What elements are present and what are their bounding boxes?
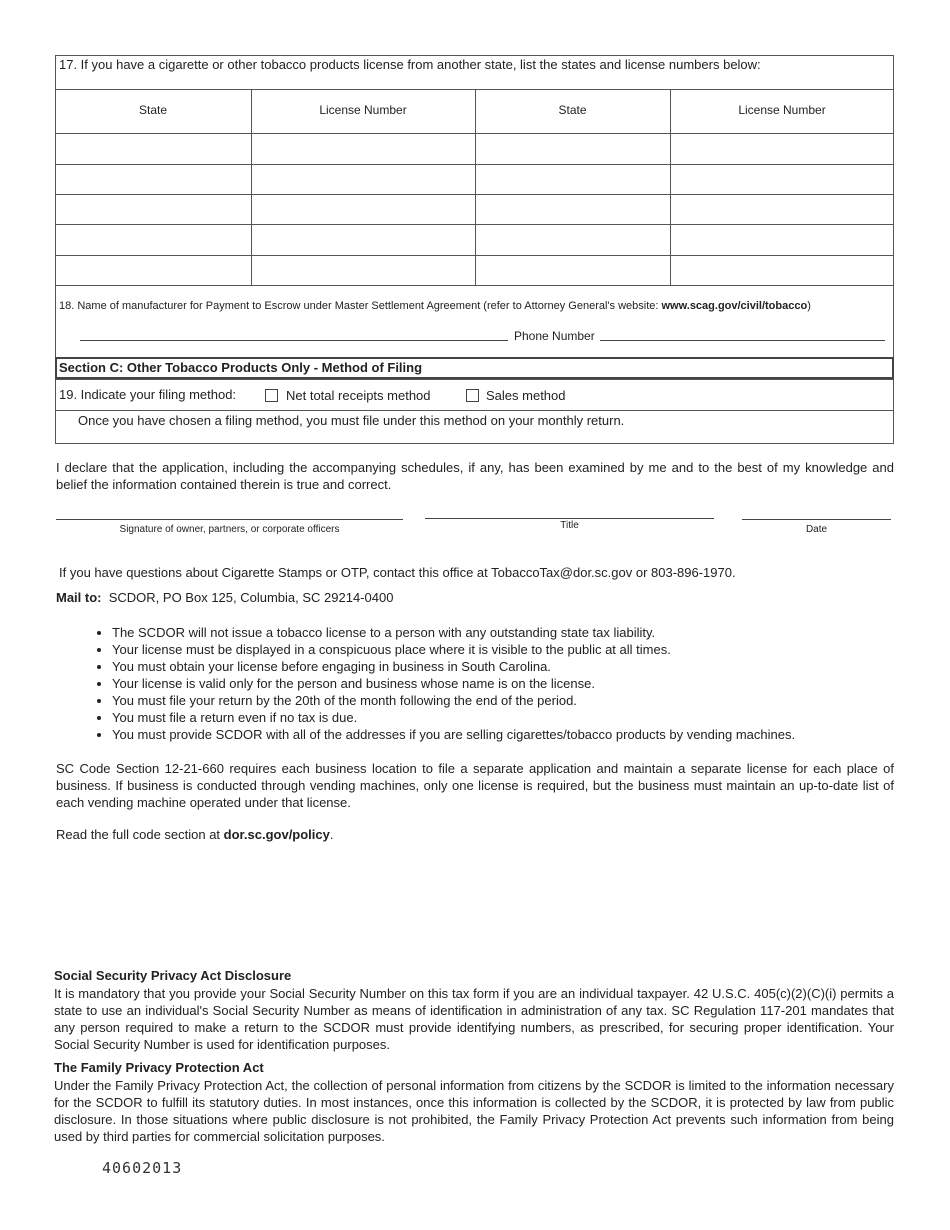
column-header-license-1: License Number: [319, 103, 407, 117]
q19-label: 19. Indicate your filing method:: [59, 387, 237, 402]
title-line[interactable]: [425, 518, 714, 519]
list-item: • You must file your return by the 20th of the month following the end of the period.: [112, 692, 795, 709]
sales-method-label: Sales method: [486, 388, 566, 403]
net-receipts-checkbox[interactable]: [265, 389, 278, 402]
privacy-title: Social Security Privacy Act Disclosure: [54, 968, 292, 983]
column-header-license-2: License Number: [738, 103, 826, 117]
column-header-state-2: State: [558, 103, 587, 117]
family-privacy-body: Under the Family Privacy Protection Act, the collection of personal information from citizens by the SCDOR is limited to the information necessary for the SCDOR to fulfill its statutory duties. In most instances, once this information is collected by the SCDOR, it is protected by law from public disclosure. In those situations where public disclosure is not prohibited, the Family Privacy Protection Act prevents such information from being used by third parties for commercial solicitation purposes.: [54, 1078, 894, 1144]
q18-title: 18. Name of manufacturer for Payment to Escrow under Master Settlement Agreement (refer to Attorney General's website: www.scag.gov/civil/tobacco): [59, 300, 811, 312]
list-item: • The SCDOR will not issue a tobacco license to a person with any outstanding state tax liability.: [112, 624, 795, 641]
privacy-body: It is mandatory that you provide your Social Security Number on this tax form if you are an individual taxpayer. 42 U.S.C. 405(c)(2)(C)(i) permits a state to use an individual's Social Security Number as means of identification in administration of any tax. SC Regulation 117-201 mandates that any person required to make a return to the SCDOR must provide identifying numbers, as prescribed, for securing proper identification. Your Social Security Number is used for identification purposes.: [54, 986, 894, 1052]
table-divider: [55, 285, 894, 286]
q17-title: 17. If you have a cigarette or other tobacco products license from another state, list the states and license numbers below:: [59, 57, 761, 72]
list-item: • You must obtain your license before engaging in business in South Carolina.: [112, 658, 795, 675]
list-item: • Your license is valid only for the person and business whose name is on the license.: [112, 675, 795, 692]
rules-list: [95, 624, 795, 743]
date-line[interactable]: [742, 519, 891, 520]
license-cells-col2[interactable]: [671, 134, 893, 284]
q19-note: Once you have chosen a filing method, you must file under this method on your monthly return.: [78, 413, 625, 428]
family-privacy-title: The Family Privacy Protection Act: [54, 1060, 264, 1075]
net-receipts-label: Net total receipts method: [286, 388, 431, 403]
owner-signature-label: Signature of owner, partners, or corporate officers: [119, 524, 340, 535]
declaration-text: I declare that the application, including the accompanying schedules, if any, has been examined by me and to the best of my knowledge and belief the information contained therein is true and correct.: [56, 460, 894, 492]
state-cells-col2[interactable]: [476, 134, 670, 284]
license-cells-col1[interactable]: [252, 134, 475, 284]
list-item: • You must provide SCDOR with all of the addresses if you are selling cigarettes/tobacco products by vending machines.: [112, 726, 795, 743]
mail-address: SCDOR, PO Box 125, Columbia, SC 29214-0400: [108, 590, 394, 605]
date-label: Date: [805, 524, 828, 535]
sales-method-checkbox[interactable]: [466, 389, 479, 402]
state-cells-col1[interactable]: [56, 134, 251, 284]
mail-to: [56, 590, 393, 605]
owner-signature-line[interactable]: [56, 519, 403, 520]
read-code-text: Read the full code section at dor.sc.gov/policy.: [56, 827, 334, 842]
list-item: • Your license must be displayed in a conspicuous place where it is visible to the public at all times.: [112, 641, 795, 658]
contact-text: If you have questions about Cigarette Stamps or OTP, contact this office at TobaccoTax@dor.sc.gov or 803-896-1970.: [59, 565, 736, 580]
policy-link[interactable]: dor.sc.gov/policy: [223, 827, 330, 842]
form-number: 40602013: [102, 1159, 183, 1177]
phone-number-line[interactable]: [600, 340, 885, 341]
title-label: Title: [560, 520, 579, 531]
phone-number-label: Phone Number: [514, 329, 595, 343]
column-header-state-1: State: [138, 103, 168, 117]
list-item: • You must file a return even if no tax is due.: [112, 709, 795, 726]
section-c-header: Section C: Other Tobacco Products Only - Method of Filing: [55, 357, 894, 379]
manufacturer-name-line[interactable]: [80, 340, 508, 341]
mail-to-label: Mail to:: [56, 590, 102, 605]
code-section-text: SC Code Section 12-21-660 requires each business location to file a separate application and maintain a separate license for each place of business. If business is conducted through vending machines, only one license is required, but the business must maintain an up-to-date list of each vending machine operated under that license.: [56, 761, 894, 810]
ag-website-link: www.scag.gov/civil/tobacco: [661, 300, 808, 312]
